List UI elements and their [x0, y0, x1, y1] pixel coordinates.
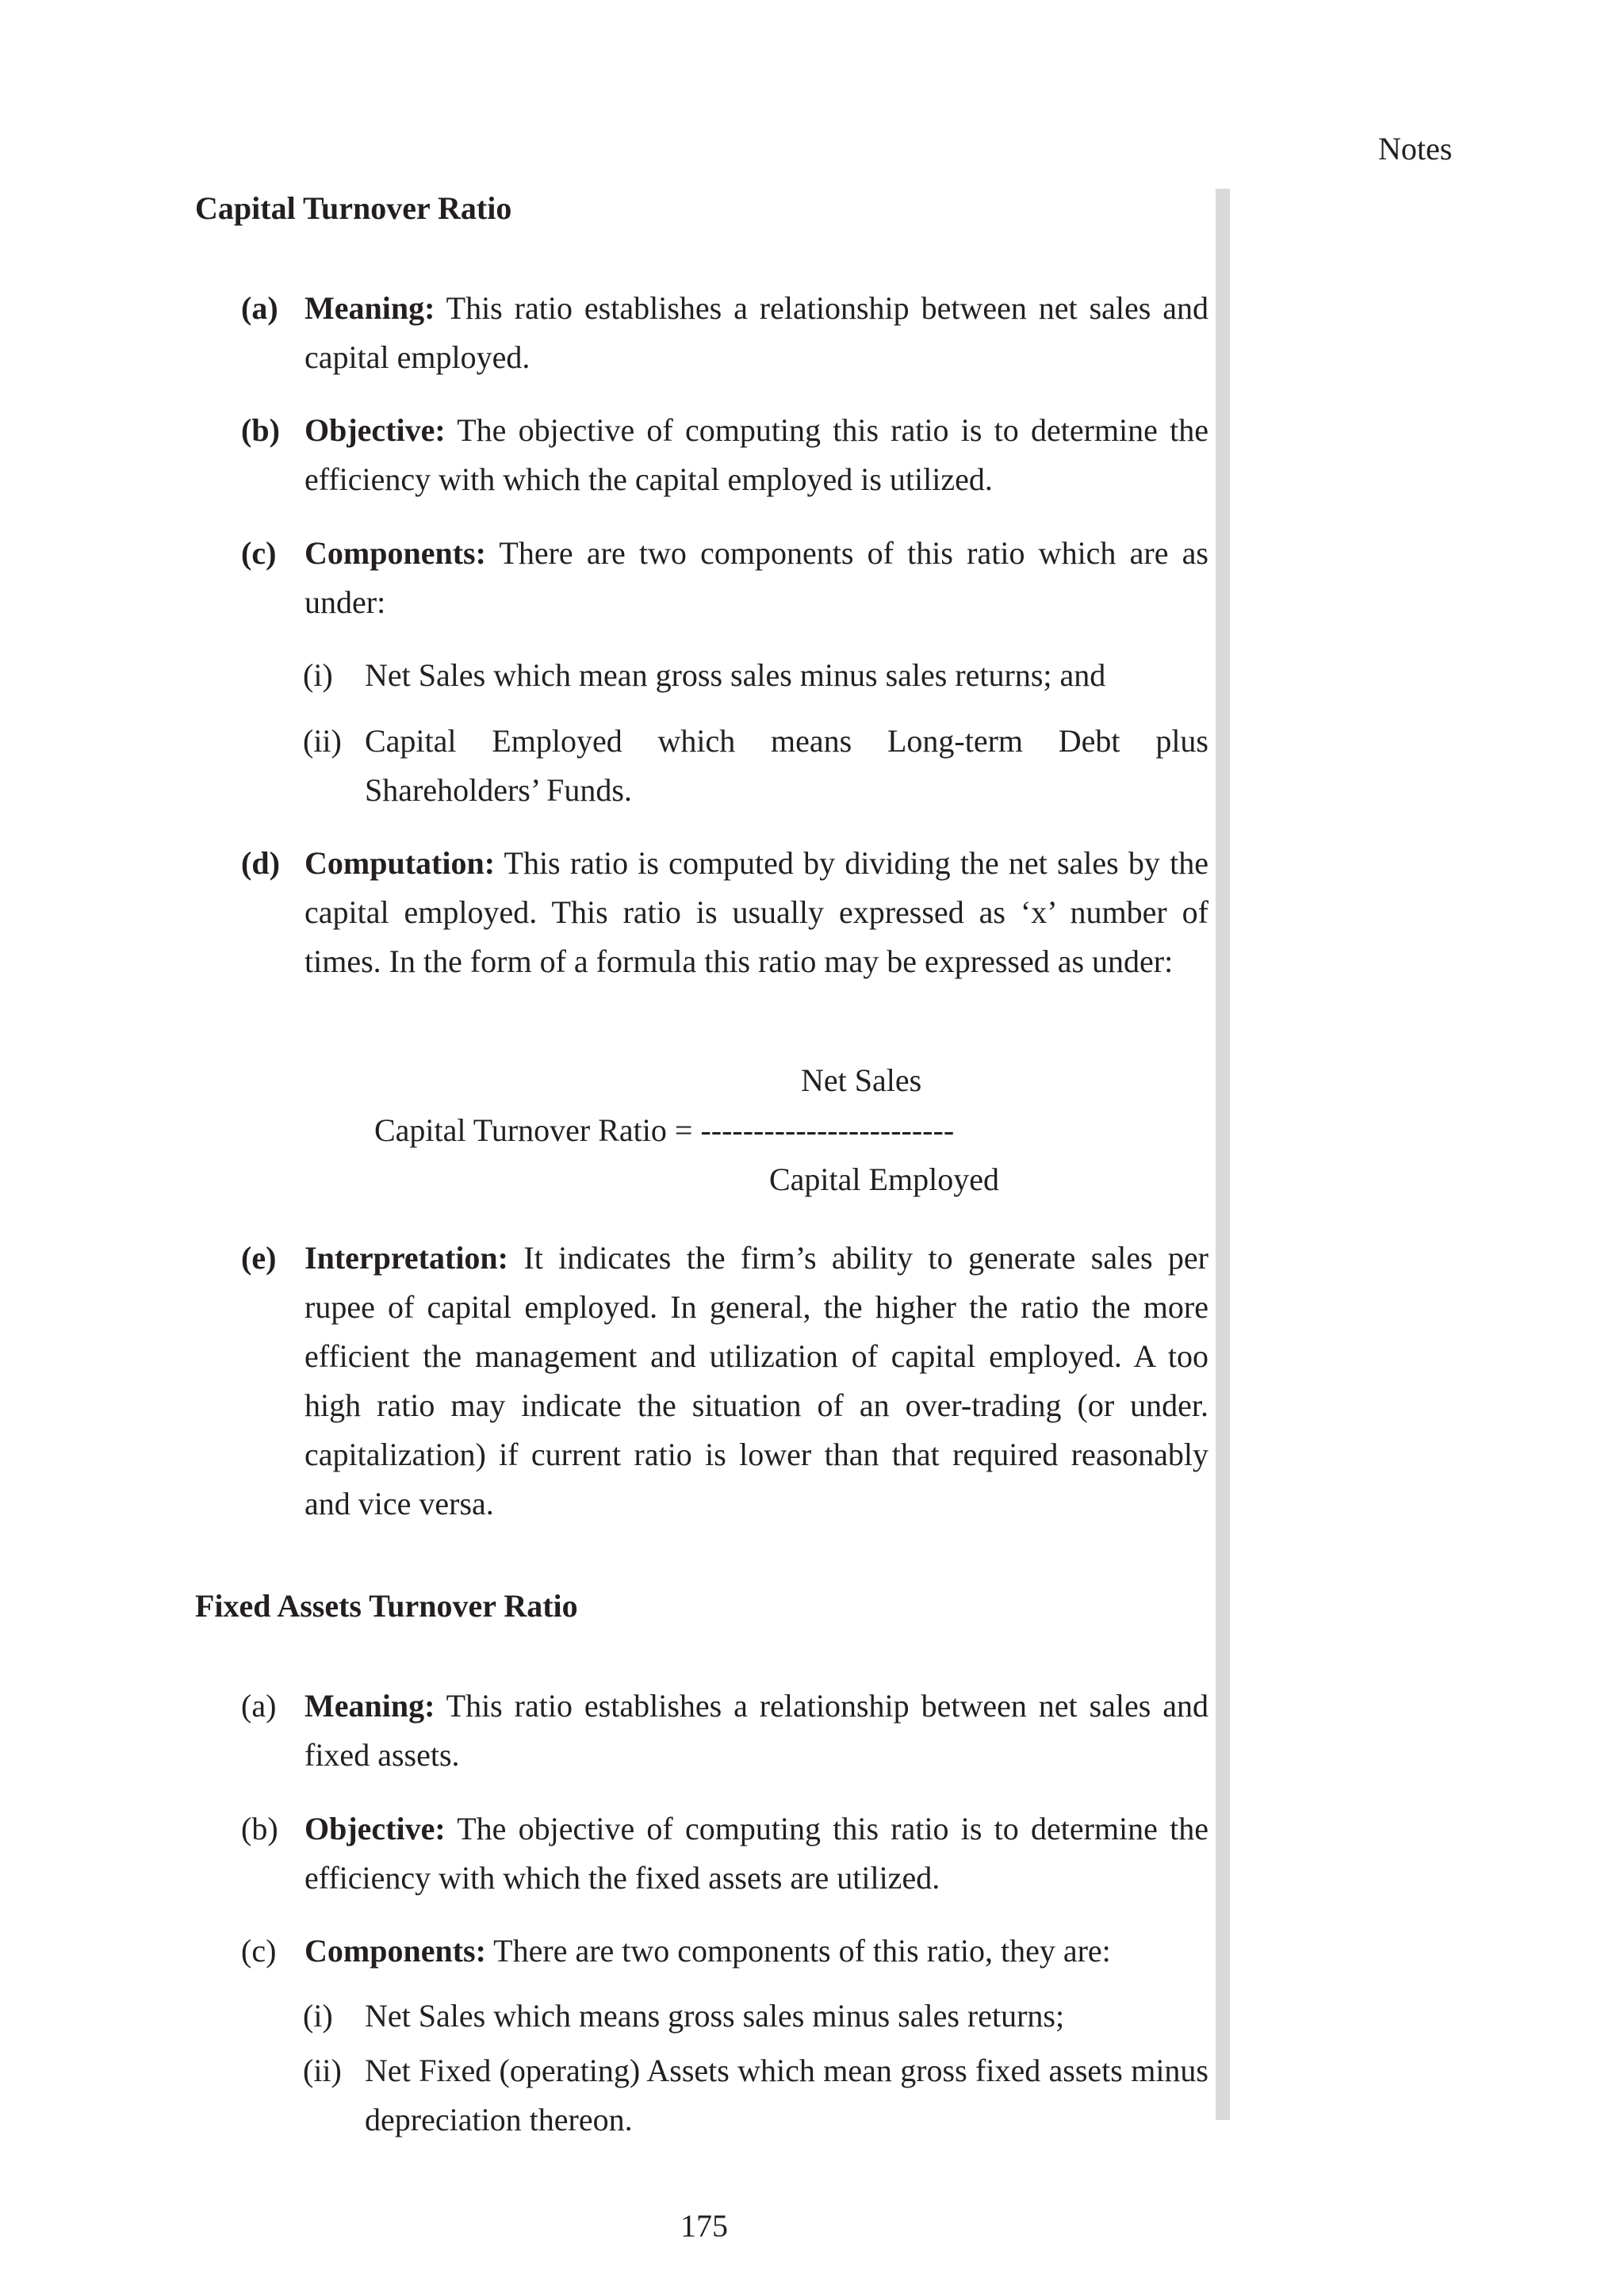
item-marker: (c) — [241, 535, 277, 571]
subitem-text: Net Sales which mean gross sales minus sales returns; and — [365, 657, 1106, 693]
item-text: It indicates the firm’s ability to generate sales per rupee of capital employed. In general, the higher the ratio the more efficient the management and utilization of capital employed. A too high ratio may indicate the situation of an over-trading (or under. capitalization) if current ratio is lower than that required reasonably and vice versa. — [304, 1240, 1208, 1521]
item-term: Objective: — [304, 412, 446, 448]
subitem-text: Net Fixed (operating) Assets which mean gross fixed assets minus depreciation thereon. — [365, 2053, 1208, 2137]
page-number: 175 — [680, 2208, 728, 2244]
fixed-components-item — [241, 1927, 1208, 1976]
formula-denominator: Capital Employed — [769, 1161, 999, 1197]
item-term: Interpretation: — [304, 1240, 508, 1276]
subitem-text: Capital Employed which means Long-term Debt plus Shareholders’ Funds. — [365, 723, 1208, 808]
item-term: Objective: — [304, 1811, 446, 1846]
capital-interpretation-item — [241, 1234, 1208, 1529]
subitem-text: Net Sales which means gross sales minus sales returns; — [365, 1998, 1065, 2034]
subitem-marker: (ii) — [303, 2053, 342, 2088]
capital-component-subitem — [303, 651, 1208, 700]
section-heading-fixed-assets-turnover: Fixed Assets Turnover Ratio — [195, 1588, 578, 1624]
capital-meaning-item — [241, 284, 1208, 382]
item-text: This ratio establishes a relationship between net sales and fixed assets. — [304, 1688, 1208, 1773]
item-text: There are two components of this ratio which are as under: — [304, 535, 1208, 620]
capital-components-item — [241, 529, 1208, 627]
item-body — [304, 1682, 1208, 1780]
item-text: This ratio is computed by dividing the net sales by the capital employed. This ratio is usually expressed as ‘x’ number of times. In the form of a formula this ratio may be expressed as under: — [304, 845, 1208, 979]
item-body — [304, 839, 1208, 986]
item-term: Meaning: — [304, 1688, 435, 1724]
item-marker: (a) — [241, 290, 278, 326]
item-term: Meaning: — [304, 290, 435, 326]
item-term: Computation: — [304, 845, 496, 881]
subitem-marker: (i) — [303, 657, 333, 693]
item-text: The objective of computing this ratio is to determine the efficiency with which the fixed assets are utilized. — [304, 1811, 1208, 1896]
item-text: The objective of computing this ratio is to determine the efficiency with which the capital employed is utilized. — [304, 412, 1208, 497]
item-marker: (e) — [241, 1240, 277, 1276]
fixed-component-subitem — [303, 2046, 1208, 2145]
item-marker: (c) — [241, 1933, 277, 1969]
subitem-marker: (i) — [303, 1998, 333, 2034]
item-term: Components: — [304, 535, 486, 571]
item-body — [304, 406, 1208, 504]
item-term: Components: — [304, 1933, 486, 1969]
item-body — [304, 1804, 1208, 1903]
capital-computation-item — [241, 839, 1208, 986]
section-heading-capital-turnover: Capital Turnover Ratio — [195, 190, 512, 226]
item-marker: (b) — [241, 412, 280, 448]
subitem-marker: (ii) — [303, 723, 342, 759]
capital-objective-item — [241, 406, 1208, 504]
item-text: There are two components of this ratio, they are: — [485, 1933, 1111, 1969]
item-text: This ratio establishes a relationship between net sales and capital employed. — [304, 290, 1208, 375]
capital-component-subitem — [303, 717, 1208, 815]
fixed-objective-item — [241, 1804, 1208, 1903]
item-marker: (b) — [241, 1811, 278, 1846]
fixed-meaning-item — [241, 1682, 1208, 1780]
item-body — [304, 1927, 1208, 1976]
item-body — [304, 1234, 1208, 1529]
item-body — [304, 284, 1208, 382]
item-marker: (a) — [241, 1688, 277, 1724]
item-marker: (d) — [241, 845, 280, 881]
item-body — [304, 529, 1208, 627]
notes-margin-label: Notes — [1378, 131, 1453, 166]
fixed-component-subitem — [303, 1992, 1208, 2041]
formula-lhs: Capital Turnover Ratio = ------------------------ — [374, 1112, 955, 1148]
formula-numerator: Net Sales — [801, 1062, 922, 1098]
margin-divider-bar — [1216, 189, 1230, 2120]
